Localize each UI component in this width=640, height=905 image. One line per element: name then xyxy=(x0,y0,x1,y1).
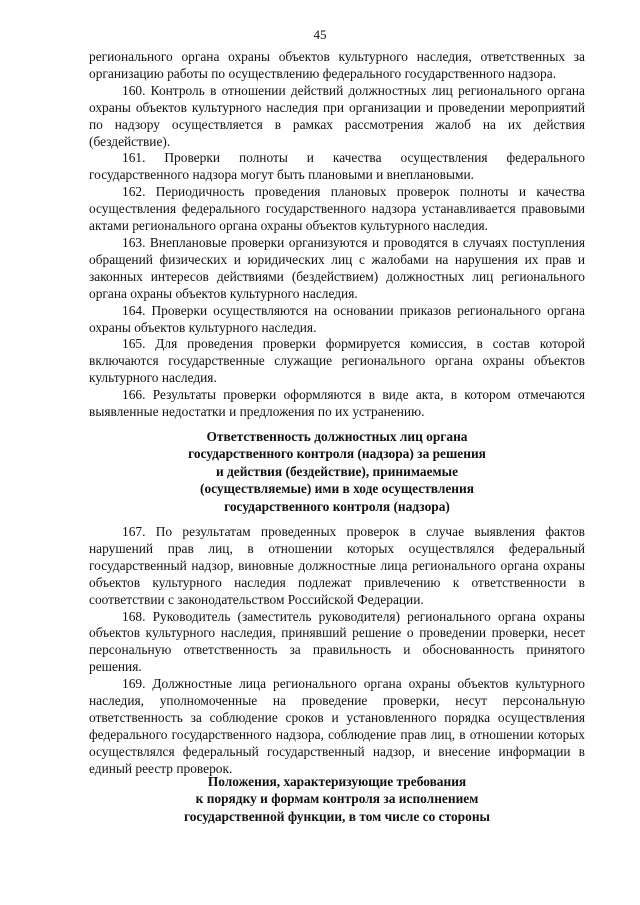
paragraph-166: 166. Результаты проверки оформляются в виде акта, в котором отмечаются выявленные недостатки и предложения по их устранению. xyxy=(89,387,585,420)
heading-line: государственного контроля (надзора) за решения xyxy=(188,446,486,462)
paragraph-160: 160. Контроль в отношении действий должностных лиц регионального органа охраны объектов культурного наследия при организации и проведении мероприятий по надзору осуществляется в рамках рассмотрения жалоб на их действия (бездействие). xyxy=(89,82,585,149)
paragraph-continuation: регионального органа охраны объектов культурного наследия, ответственных за организацию работы по осуществлению федерального государственного надзора. xyxy=(89,49,585,81)
heading-line: к порядку и формам контроля за исполнением xyxy=(195,791,479,807)
paragraph-161: 161. Проверки полноты и качества осуществления федерального государственного надзора могут быть плановыми и внеплановыми. xyxy=(89,150,585,183)
heading-line: (осуществляемые) ими в ходе осуществления xyxy=(200,481,474,497)
page-number: 45 xyxy=(313,27,327,42)
paragraph-165: 165. Для проведения проверки формируется комиссия, в состав которой включаются государственные служащие регионального органа охраны объектов культурного наследия. xyxy=(89,336,585,386)
paragraph-162: 162. Периодичность проведения плановых проверок полноты и качества осуществления федерального государственного надзора устанавливается правовыми актами регионального органа охраны объектов культурного наследия. xyxy=(89,184,585,234)
heading-line: Положения, характеризующие требования xyxy=(207,774,467,789)
section-1-text xyxy=(89,49,585,421)
paragraph-163: 163. Внеплановые проверки организуются и проводятся в случаях поступления обращений физических и юридических лиц с жалобами на нарушения их прав и законных интересов действиями (бездействием) должностных лиц регионального органа охраны объектов культурного наследия. xyxy=(89,234,585,301)
heading-line: государственной функции, в том числе со стороны xyxy=(183,808,490,824)
paragraph-164: 164. Проверки осуществляются на основании приказов регионального органа охраны объектов культурного наследия. xyxy=(89,302,585,335)
heading-line: Ответственность должностных лиц органа xyxy=(206,429,468,444)
paragraph-169: 169. Должностные лица регионального органа охраны объектов культурного наследия, уполномоченные на проведение проверки, несут персональную ответственность за соблюдение сроков и установленного порядка осуществления федерального государственного надзора, соблюдение прав лиц, в отношении которых осуществлялся федеральный государственный надзор, и внесение информации в единый реестр проверок. xyxy=(89,676,585,776)
heading-line: государственного контроля (надзора) xyxy=(224,498,450,514)
heading-line: и действия (бездействие), принимаемые xyxy=(215,463,459,479)
paragraph-168: 168. Руководитель (заместитель руководителя) регионального органа охраны объектов культурного наследия, принявший решение о проведении проверки, несет персональную ответственность за правильность и обоснованность принятого решения. xyxy=(89,608,585,675)
section-heading-responsibility xyxy=(89,428,585,515)
paragraph-167: 167. По результатам проведенных проверок в случае выявления фактов нарушений прав лиц, в отношении которых осуществлялся федеральный государственный надзор, виновные должностные лица регионального органа охраны объектов культурного наследия подлежат привлечению к ответственности в соответствии с законодательством Российской Федерации. xyxy=(89,524,585,607)
section-heading-requirements xyxy=(89,773,585,825)
section-2-text xyxy=(89,524,585,778)
